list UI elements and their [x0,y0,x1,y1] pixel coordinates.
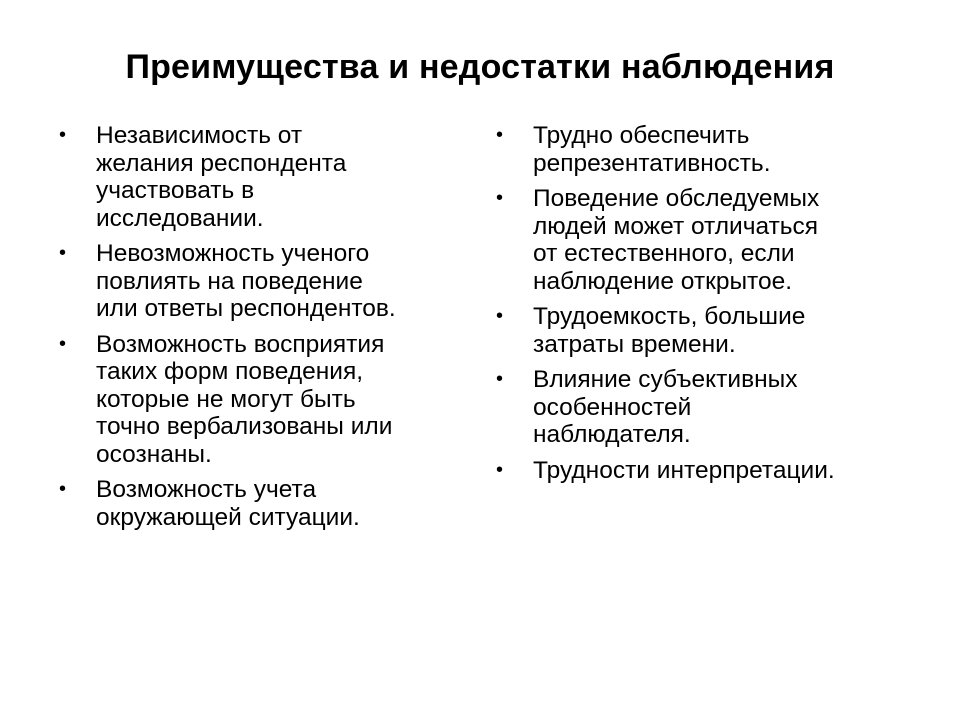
disadvantage-line: особенностей [533,393,692,421]
bullet-icon: • [496,458,504,481]
advantage-line: желания респондента [96,149,347,177]
bullet-icon: • [59,242,67,264]
advantage-line: повлиять на поведение [96,267,363,295]
bullet-icon: • [496,368,504,390]
bullet-icon: • [496,187,504,209]
disadvantage-item [492,122,912,177]
disadvantage-line: Трудно обеспечить [533,122,750,149]
disadvantage-line: Поведение обследуемых [533,185,820,212]
advantage-line: Возможность учета [96,476,317,503]
advantage-line: которые не могут быть [96,385,356,413]
disadvantage-line: Влияние субъективных [533,366,798,393]
advantage-item [55,331,475,469]
disadvantage-item [492,457,912,485]
disadvantages-list [492,122,912,492]
slide-title: Преимущества и недостатки наблюдения [125,48,835,86]
disadvantage-item [492,185,912,295]
advantage-line: точно вербализованы или [96,413,393,440]
advantages-list [55,122,475,539]
advantage-line: Возможность восприятия [96,330,385,358]
disadvantage-line: от естественного, если [533,240,795,267]
bullet-icon: • [496,124,504,146]
advantage-line: или ответы респондентов. [96,295,396,322]
advantage-item [55,240,475,323]
disadvantage-line: наблюдение открытое. [533,267,793,295]
advantage-line: Независимость от [96,122,303,149]
advantage-item [55,122,475,232]
advantage-line: Невозможность ученого [96,240,370,267]
disadvantage-line: Трудности интерпретации. [533,456,835,484]
disadvantage-line: наблюдателя. [533,421,691,448]
advantage-line: исследовании. [96,204,264,232]
bullet-icon: • [59,478,67,500]
bullet-icon: • [59,124,67,146]
advantage-line: окружающей ситуации. [96,503,360,531]
advantage-item [55,476,475,531]
disadvantage-line: Трудоемкость, большие [533,303,806,330]
disadvantage-item [492,366,912,449]
advantage-line: таких форм поведения, [96,358,364,385]
disadvantage-line: репрезентативность. [533,149,771,177]
disadvantage-line: затраты времени. [533,330,736,358]
advantage-line: участвовать в [96,177,255,204]
advantage-line: осознаны. [96,440,212,468]
bullet-icon: • [496,305,504,327]
disadvantage-line: людей может отличаться [533,212,819,240]
bullet-icon: • [59,332,67,355]
disadvantage-item [492,303,912,358]
